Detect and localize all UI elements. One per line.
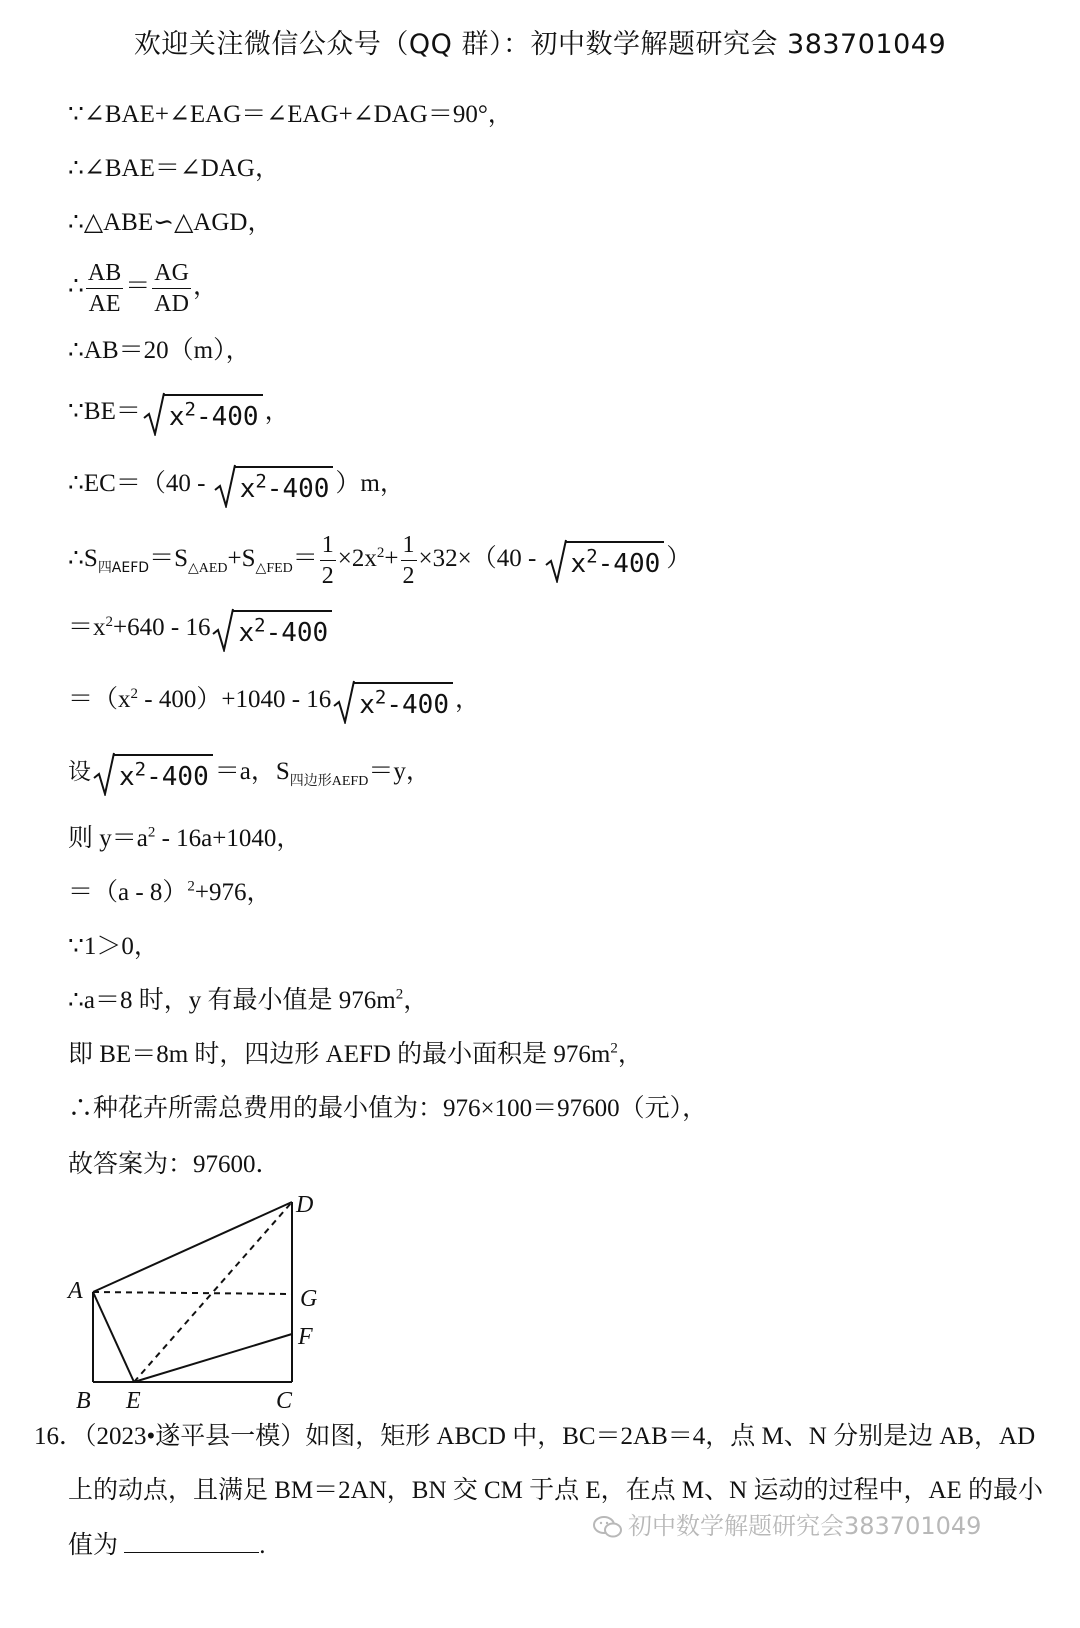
label-a: A [68,1278,83,1304]
line-text: ＝x [68,614,106,642]
radical-sign-icon [545,539,567,583]
line-text: +S [227,545,256,573]
fraction-numerator: 1 [320,530,336,561]
radicand-base: x [239,474,256,504]
segment-ed-dashed [134,1202,292,1382]
radical-sign-icon [333,680,355,724]
problem-16-line-2: 上的动点，且满足 BM＝2AN，BN 交 CM 于点 E，在点 M、N 运动的过程中，AE 的最小 [68,1477,1044,1504]
line-text: ＝（x [68,686,131,714]
line-text: +976， [194,879,272,906]
sqrt-expression [93,752,213,795]
equals-sign: ＝ [125,273,151,301]
line-text: ） [666,545,692,573]
radicand-base: x [570,549,587,579]
line-text: - 400）+1040 - 16 [138,686,332,714]
solution-line-3: ∴△ABE∽△AGD， [68,209,273,236]
line-text: 则 y＝a [68,825,148,852]
radicand-rest: -400 [597,549,661,579]
solution-line-13 [68,876,272,910]
solution-line-9 [68,608,334,651]
radicand-base: x [359,690,375,720]
line-text: ∴EC＝（40 - [68,470,212,498]
line-text: ×32×（40 - [418,545,543,573]
solution-line-7 [68,464,405,507]
line-text: ∴a＝8 时，y 有最小值是 976m [68,987,396,1014]
geometry-figure [60,1188,360,1416]
radicand-rest: -400 [146,762,209,792]
radical-sign-icon [93,752,115,796]
solution-line-12 [68,822,301,856]
segment-ef [134,1334,292,1382]
line-text: ， [455,686,481,714]
fraction-one-half [320,530,336,591]
segment-ag-dashed [93,1292,292,1294]
line-text: ∵BE＝ [68,398,141,426]
segment-ae [93,1292,134,1382]
exponent: 2 [395,986,404,1003]
line-text: 值为 [68,1532,119,1559]
line-text: ＝（a - 8） [68,879,188,906]
solution-line-8 [68,530,691,591]
line-text: 即 BE＝8m 时，四边形 AEFD 的最小面积是 976m [68,1041,611,1068]
sqrt-expression [545,539,665,582]
radicand-rest: -400 [195,402,259,432]
line-text: + [384,545,399,573]
radicand-exponent: 2 [184,398,196,421]
radicand-exponent: 2 [374,686,387,709]
comma: ， [192,273,218,301]
radicand-base: x [119,762,135,792]
solution-line-14: ∵1＞0， [68,933,159,960]
solution-line-16 [68,1038,643,1072]
fraction-denominator: AE [88,291,121,317]
radicand-rest: -400 [386,690,449,720]
radicand-exponent: 2 [586,545,598,568]
solution-line-18: 故答案为：97600． [68,1151,281,1178]
sqrt-expression [214,464,334,507]
radicand-exponent: 2 [255,470,267,493]
exponent: 2 [610,1040,618,1057]
radicand-rest: -400 [265,618,329,648]
solution-line-17: ∴种花卉所需总费用的最小值为：976×100＝97600（元）， [68,1095,708,1122]
line-text: 设 [68,759,91,786]
line-text: ×2x [337,545,377,573]
line-text: - 16a+1040， [155,825,302,852]
problem-16-line-3 [68,1528,266,1563]
fraction-denominator: AD [154,291,189,317]
solution-line-5: ∴AB＝20（m）， [68,337,251,364]
fraction-numerator: 1 [401,530,417,561]
exponent: 2 [376,544,385,561]
answer-blank[interactable] [124,1528,259,1553]
fraction-ag-ad [152,258,191,319]
label-b: B [76,1388,91,1414]
line-text: ＝y， [368,758,431,786]
line-text: . [259,1532,266,1559]
solution-line-2: ∴∠BAE＝∠DAG， [68,155,280,182]
subscript: 四边形AEFD [289,774,369,790]
solution-line-6 [68,392,290,435]
problem-16-line-1: 16．（2023•遂平县一模）如图，矩形 ABCD 中，BC＝2AB＝4，点 M、N 分别是边 AB，AD [34,1423,1036,1450]
header-banner: 欢迎关注微信公众号（QQ 群）：初中数学解题研究会 383701049 [133,29,947,60]
label-e: E [126,1388,141,1414]
segment-ad [93,1202,292,1292]
radicand-rest: -400 [266,474,330,504]
fraction-numerator: AB [86,258,123,289]
wechat-icon [592,1514,624,1540]
fraction-one-half [401,530,417,591]
label-d: D [296,1192,314,1218]
label-f: F [298,1324,313,1350]
fraction-denominator: 2 [402,563,415,589]
exponent: 2 [130,685,139,702]
line-text: ， [403,987,429,1014]
fraction-numerator: AG [152,258,191,289]
subscript: 四AEFD [97,560,150,577]
radical-sign-icon [214,464,236,508]
sqrt-expression [212,608,332,651]
line-text: ＝ [292,545,318,573]
radicand-exponent: 2 [254,614,266,637]
line-text: ， [617,1041,643,1068]
radicand-exponent: 2 [134,758,147,781]
solution-line-15 [68,984,428,1018]
watermark-text: 初中数学解题研究会383701049 [628,1512,982,1540]
exponent: 2 [187,878,195,895]
line-text: ＝a，S [214,758,290,786]
line-text: +640 - 16 [113,614,211,642]
solution-line-1: ∵∠BAE+∠EAG＝∠EAG+∠DAG＝90°， [68,101,513,128]
therefore-symbol: ∴ [68,273,84,301]
radicand-base: x [168,402,185,432]
solution-line-11 [68,752,431,795]
line-text: ）m， [335,470,405,498]
fraction-denominator: 2 [321,563,334,589]
exponent: 2 [147,824,156,841]
radical-sign-icon [143,392,165,436]
line-text: ＝S [149,545,188,573]
sqrt-expression [143,392,263,435]
radicand-base: x [238,618,255,648]
subscript: △AED [187,561,228,577]
exponent: 2 [105,613,114,630]
line-text: ∴S [68,545,98,573]
line-text: ， [264,398,290,426]
fraction-ab-ae [86,258,123,319]
sqrt-expression [333,680,453,723]
subscript: △FED [255,561,293,577]
label-c: C [276,1388,293,1414]
solution-line-4 [68,258,218,319]
watermark [592,1506,981,1541]
radical-sign-icon [212,608,234,652]
label-g: G [300,1286,318,1312]
solution-line-10 [68,680,480,723]
